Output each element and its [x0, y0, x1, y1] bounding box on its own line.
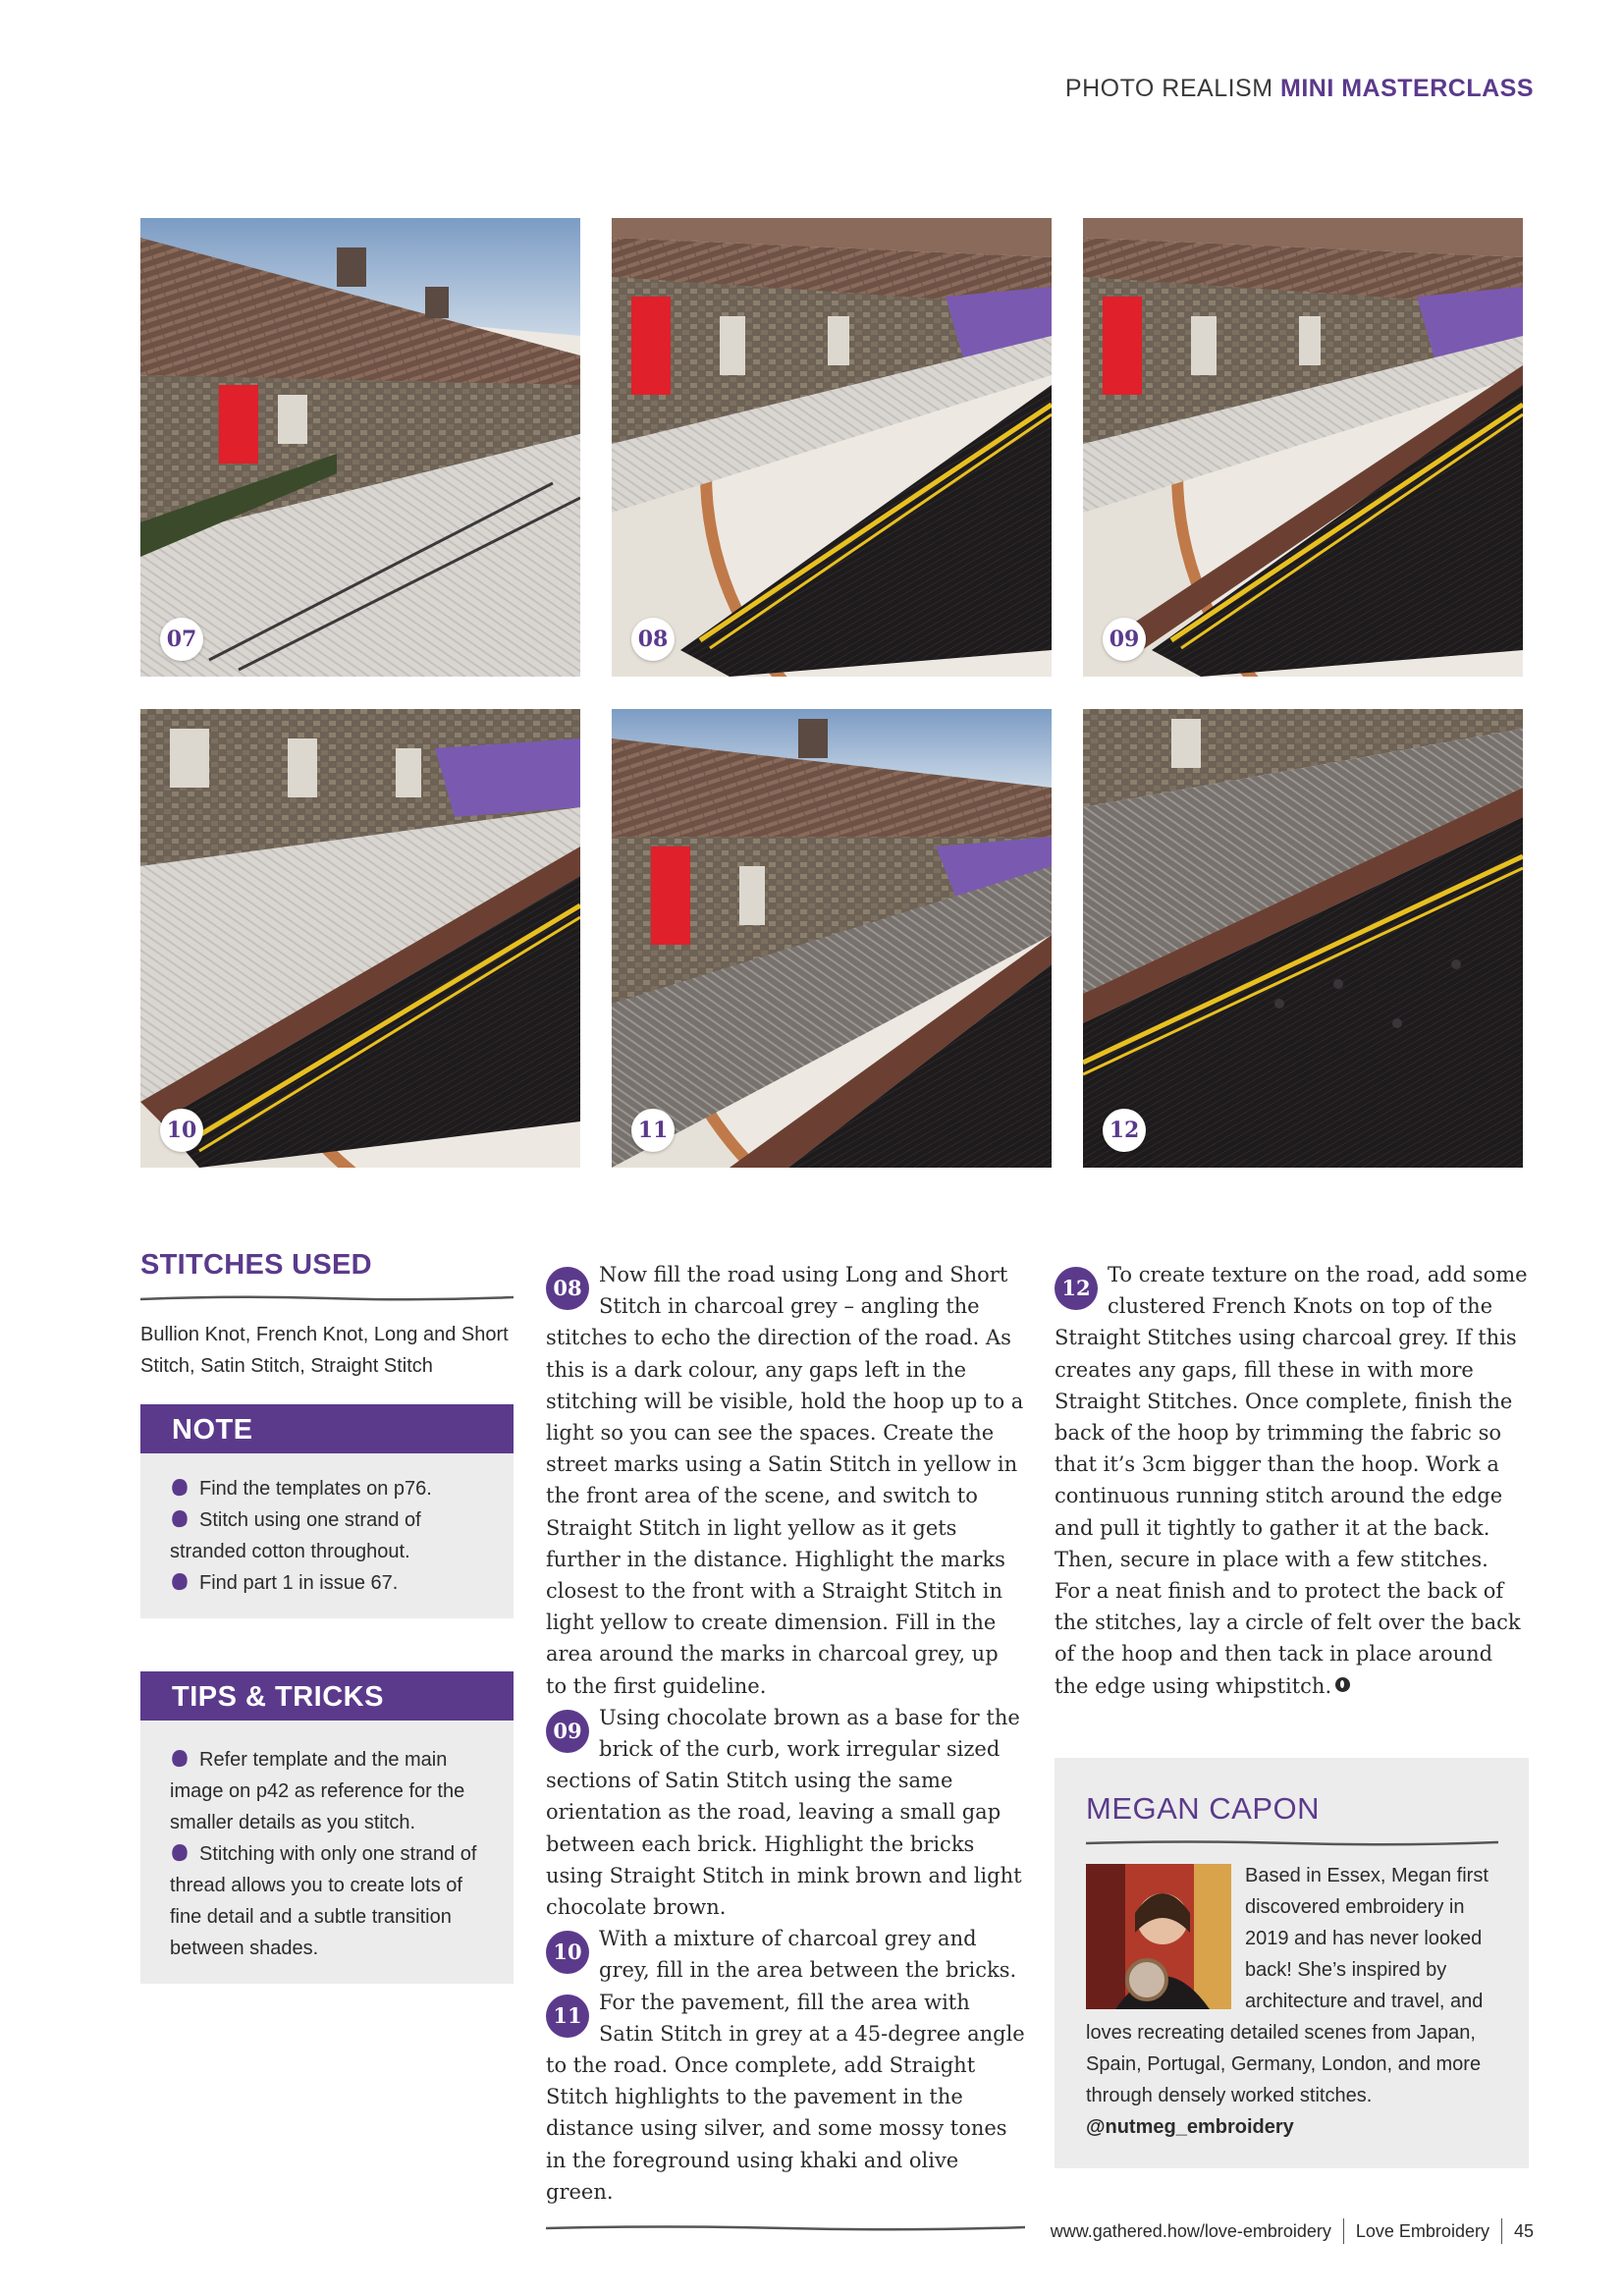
note-item: Stitch using one strand of stranded cotton throughout.	[170, 1509, 421, 1562]
page-footer	[1051, 2218, 1534, 2244]
step-photo-08	[612, 218, 1052, 677]
tip-item: Stitching with only one strand of thread allows you to create lots of fine detail and a subtle transition between shades.	[170, 1843, 477, 1959]
series-title: MINI MASTERCLASS	[1280, 75, 1534, 102]
footer-separator	[1501, 2218, 1502, 2244]
divider-line	[1086, 1836, 1498, 1850]
designer-handle[interactable]: @nutmeg_embroidery	[1086, 2116, 1294, 2138]
instructions-column-right	[1055, 1259, 1529, 1702]
note-heading: NOTE	[140, 1404, 514, 1453]
step-paragraph: 08 Now fill the road using Long and Short Stitch in charcoal grey – angling the stitches to echo the direction of the road. As this is a dark colour, any gaps left in the stitching will be visible, hold the hoop up to a light so you can see the spaces. Create the street marks using a Satin Stitch in yellow in the front area of the scene, and switch to Straight Stitch in light yellow as it gets further in the distance. Highlight the marks closest to the front with a Straight Stitch in light yellow to create dimension. Fill in the area around the marks in charcoal grey, up to the first guideline.	[546, 1263, 1024, 1698]
footer-url[interactable]: www.gathered.how/love-embroidery	[1050, 2220, 1331, 2241]
footer-magazine: Love Embroidery	[1355, 2220, 1489, 2241]
thread-bullet-icon	[170, 1748, 189, 1770]
step-number: 10	[546, 1931, 589, 1974]
step-badge: 10	[160, 1109, 203, 1152]
step-paragraph: 10 With a mixture of charcoal grey and grey, fill in the area between the bricks.	[546, 1923, 1025, 1986]
step-badge: 11	[631, 1109, 675, 1152]
step-photo-07	[140, 218, 580, 677]
step-photo-12	[1083, 709, 1523, 1168]
embroidery-hoop-image	[612, 709, 1052, 1168]
step-paragraph: 12 To create texture on the road, add some clustered French Knots on top of the Straight Stitches using charcoal grey. If this creates any gaps, fill these in with more Straight Stitches. Once complete, finish the back of the hoop by trimming the fabric so that it’s 3cm bigger than the hoop. Work a continuous running stitch around the edge and pull it tightly to gather it at the back. Then, secure in place with a few stitches. For a neat finish and to protect the back of the stitches, lay a circle of felt over the back of the hoop and then tack in place around the edge using whipstitch.	[1055, 1263, 1528, 1698]
designer-bio-text: Based in Essex, Megan first discovered embroidery in 2019 and has never looked back! She’s inspired by architecture and travel, and loves recreating detailed scenes from Japan, Spain, Portugal, Germany, London, and more through densely worked stitches. @nutmeg_embroidery	[1086, 1865, 1489, 2138]
step-photo-10	[140, 709, 580, 1168]
step-paragraph: 11 For the pavement, fill the area with Satin Stitch in grey at a 45-degree angle to the road. Once complete, add Straight Stitch highlights to the pavement in the distance using silver, and some mossy tones in the foreground using khaki and olive green.	[546, 1990, 1025, 2204]
note-item: Find the templates on p76.	[170, 1473, 492, 1504]
step-badge: 09	[1103, 618, 1146, 661]
step-badge: 12	[1103, 1109, 1146, 1152]
page-number: 45	[1513, 2220, 1534, 2241]
note-item: Find part 1 in issue 67.	[170, 1567, 492, 1599]
designer-name: MEGAN CAPON	[1086, 1791, 1321, 1826]
step-badge: 07	[160, 618, 203, 661]
tips-box	[140, 1671, 514, 1984]
stitches-used-section	[140, 1249, 514, 1382]
divider-line	[140, 1291, 514, 1305]
step-photo-09	[1083, 218, 1523, 677]
embroidery-hoop-image	[140, 709, 580, 1168]
instructions-column-middle	[546, 1259, 1025, 2235]
thread-bullet-icon	[170, 1571, 189, 1593]
embroidery-hoop-image	[1083, 709, 1523, 1168]
step-number: 11	[546, 1994, 589, 2038]
stitches-used-heading: STITCHES USED	[140, 1249, 372, 1281]
embroidery-hoop-image	[140, 218, 580, 677]
designer-bio-box	[1055, 1758, 1529, 2168]
divider-line	[546, 2221, 1025, 2235]
section-title: PHOTO REALISM	[1064, 75, 1273, 102]
section-header	[1065, 75, 1534, 103]
step-badge: 08	[631, 618, 675, 661]
footer-separator	[1343, 2218, 1344, 2244]
thread-bullet-icon	[170, 1477, 189, 1499]
embroidery-hoop-image	[612, 218, 1052, 677]
thread-bullet-icon	[170, 1842, 189, 1864]
note-box	[140, 1404, 514, 1618]
stitches-list: Bullion Knot, French Knot, Long and Short Stitch, Satin Stitch, Straight Stitch	[140, 1324, 509, 1377]
tips-heading: TIPS & TRICKS	[140, 1671, 514, 1721]
step-number: 12	[1055, 1267, 1098, 1310]
step-number: 08	[546, 1267, 589, 1310]
thread-bullet-icon	[170, 1508, 189, 1530]
tip-item: Refer template and the main image on p42 as reference for the smaller details as you stitch.	[170, 1749, 465, 1833]
step-number: 09	[546, 1710, 589, 1753]
step-photo-11	[612, 709, 1052, 1168]
embroidery-hoop-image	[1083, 218, 1523, 677]
step-paragraph: 09 Using chocolate brown as a base for the brick of the curb, work irregular sized sections of Satin Stitch using the same orientation as the road, leaving a small gap between each brick. Highlight the bricks using Straight Stitch in mink brown and light chocolate brown.	[546, 1705, 1022, 1920]
end-mark-icon	[1335, 1677, 1350, 1692]
